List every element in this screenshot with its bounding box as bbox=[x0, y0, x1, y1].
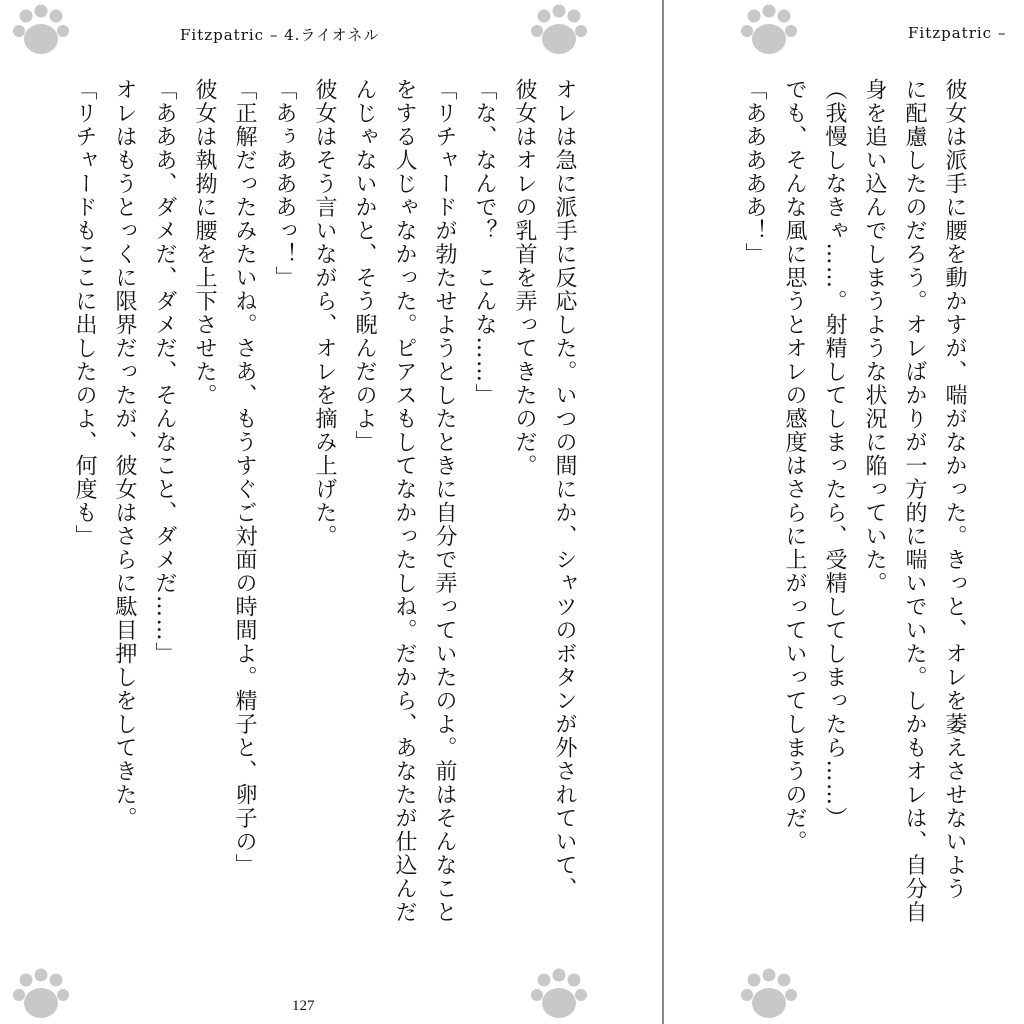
text-line: に配慮したのだろう。オレばかりが一方的に喘いでいた。しかもオレは、自分自 bbox=[902, 78, 927, 924]
text-line: 身を追い込んでしまうような状況に陥っていた。 bbox=[862, 78, 887, 595]
text-line: 彼女は執拗に腰を上下させた。 bbox=[192, 78, 217, 407]
text-line: 彼女はオレの乳首を弄ってきたのだ。 bbox=[512, 78, 537, 478]
running-header: Fitzpatric – 4.ライオネル bbox=[180, 26, 380, 44]
text-line: （我慢しなきゃ……。射精してしまったら、受精してしまったら……） bbox=[822, 78, 847, 830]
paw-print-icon bbox=[12, 968, 70, 1022]
text-line: 「リチャードが勃たせようとしたときに自分で弄っていたのよ。前はそんなこと bbox=[432, 78, 457, 924]
paw-print-icon bbox=[530, 4, 588, 58]
paw-print-icon bbox=[12, 4, 70, 58]
body-text bbox=[64, 78, 584, 978]
page-number: 127 bbox=[292, 998, 315, 1014]
paw-print-icon bbox=[740, 4, 798, 58]
text-line: 「あああああ！」 bbox=[742, 78, 767, 266]
text-line: でも、そんな風に思うとオレの感度はさらに上がっていってしまうのだ。 bbox=[782, 78, 807, 854]
text-line: 彼女はそう言いながら、オレを摘み上げた。 bbox=[312, 78, 337, 548]
text-line: 彼女は派手に腰を動かすが、喘がなかった。きっと、オレを萎えさせないよう bbox=[942, 78, 967, 901]
text-line: 「な、なんで？ こんな……」 bbox=[472, 78, 497, 407]
text-line: 「リチャードもここに出したのよ、何度も」 bbox=[72, 78, 97, 548]
text-line: オレは急に派手に反応した。いつの間にか、シャツのボタンが外されていて、 bbox=[552, 78, 577, 901]
text-line: をする人じゃなかった。ピアスもしてなかったしね。だから、あなたが仕込んだ bbox=[392, 78, 417, 924]
text-line: 「正解だったみたいね。さあ、もうすぐご対面の時間よ。精子と、卵子の」 bbox=[232, 78, 257, 877]
running-header: Fitzpatric – bbox=[908, 24, 1007, 42]
body-text bbox=[734, 78, 974, 978]
text-line: んじゃないかと、そう睨んだのよ」 bbox=[352, 78, 377, 454]
right-page bbox=[664, 0, 1024, 1024]
text-line: 「あああ、ダメだ、ダメだ、そんなこと、ダメだ……」 bbox=[152, 78, 177, 666]
text-line: 「あぅあああっ！」 bbox=[272, 78, 297, 290]
text-line: オレはもうとっくに限界だったが、彼女はさらに駄目押しをしてきた。 bbox=[112, 78, 137, 830]
